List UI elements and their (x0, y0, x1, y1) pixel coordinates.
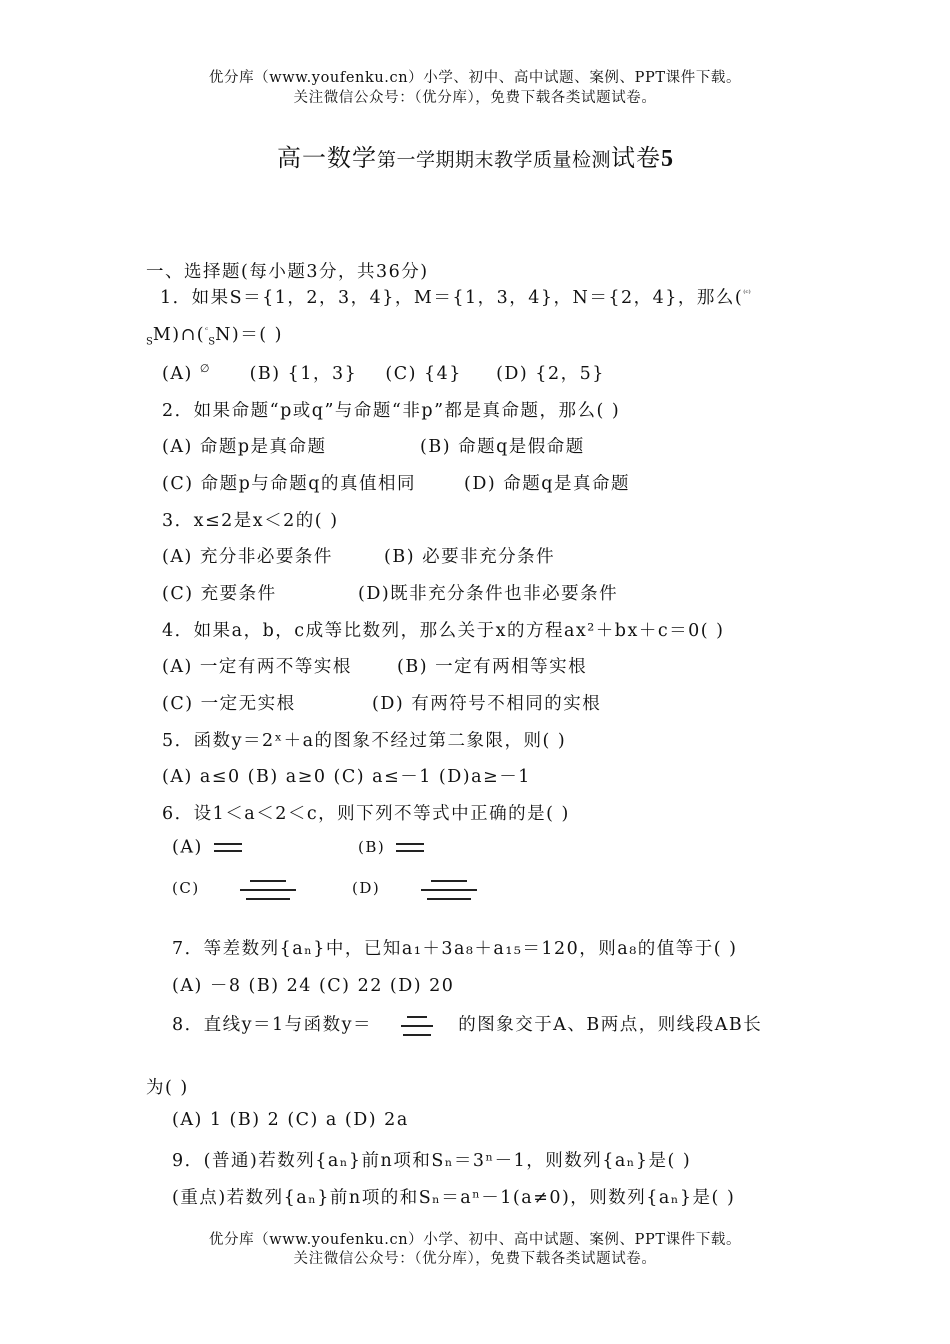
q6-option-c-label: (C) (172, 879, 200, 897)
section-heading: 一、选择题(每小题3分，共36分) (146, 262, 429, 282)
page-title (0, 138, 950, 173)
q1-text: 1．如果S＝{1，2，3，4}，M＝{1，3，4}，N＝{2，4}，那么( (160, 288, 744, 308)
q8-stem-cont: 为( ) (146, 1078, 189, 1098)
q8-stem (172, 1010, 762, 1040)
q2-option-c: (C) 命题p与命题q的真值相同 (162, 474, 417, 494)
q5-stem: 5．函数y＝2ˣ＋a的图象不经过第二象限，则( ) (162, 731, 567, 751)
q2-stem: 2．如果命题“p或q”与命题“非p”都是真命题，那么( ) (162, 401, 621, 421)
q4-option-b: (B) 一定有两相等实根 (397, 657, 588, 677)
q3-option-d: (D)既非充分条件也非必要条件 (358, 584, 619, 604)
empty-set-icon: ∅ (199, 362, 210, 376)
q7-options: (A) －8 (B) 24 (C) 22 (D) 20 (172, 976, 455, 996)
formula-image-a (210, 836, 246, 860)
q3-option-a: (A) 充分非必要条件 (162, 547, 333, 567)
q7-stem: 7．等差数列{aₙ}中，已知a₁＋3a₈＋a₁₅＝120，则a₈的值等于( ) (172, 939, 738, 959)
q3-option-c: (C) 充要条件 (162, 584, 277, 604)
formula-image-q8 (397, 1010, 437, 1040)
q9-stem-key: (重点)若数列{aₙ}前n项的和Sₙ＝aⁿ－1(a≠0)，则数列{aₙ}是( ) (172, 1188, 736, 1208)
formula-image-d (417, 874, 481, 904)
title-number: 5 (661, 146, 673, 172)
q4-option-d: (D) 有两符号不相同的实根 (372, 694, 602, 714)
complement-symbol: ⁽ᶜ⁾ (743, 289, 751, 300)
q4-option-c: (C) 一定无实根 (162, 694, 296, 714)
q6-option-d (352, 874, 481, 904)
q1-option-d: (D) {2，5} (496, 364, 605, 384)
q8-options: (A) 1 (B) 2 (C) a (D) 2a (172, 1110, 409, 1130)
complement-subscript: S (146, 336, 153, 348)
q2-option-b: (B) 命题q是假命题 (420, 437, 585, 457)
q5-options: (A) a≤0 (B) a≥0 (C) a≤－1 (D)a≥－1 (162, 767, 531, 787)
title-part-2: 第一学期期末教学质量检测 (376, 149, 611, 171)
q8-text-a: 8．直线y＝1与函数y＝ (172, 1015, 373, 1035)
header-line-1: 优分库（www.youfenku.cn）小学、初中、高中试题、案例、PPT课件下载。 (208, 70, 742, 86)
formula-image-b (392, 836, 428, 860)
q6-option-b-label: (B) (358, 838, 386, 856)
q6-option-a (172, 836, 246, 860)
title-part-1: 高一数学 (276, 144, 377, 172)
q1-option-c: (C) {4} (385, 364, 462, 384)
q2-option-a: (A) 命题p是真命题 (162, 437, 327, 457)
q1-option-a: (A) (162, 364, 200, 384)
footer-line-1: 优分库（www.youfenku.cn）小学、初中、高中试题、案例、PPT课件下载。 (208, 1232, 742, 1248)
header-line-2: 关注微信公众号：（优分库），免费下载各类试题试卷。 (293, 90, 657, 106)
q6-option-b (358, 836, 428, 860)
q1-stem (160, 284, 751, 309)
q4-option-a: (A) 一定有两不等实根 (162, 657, 352, 677)
q9-stem-normal: 9．(普通)若数列{aₙ}前n项和Sₙ＝3ⁿ－1，则数列{aₙ}是( ) (172, 1151, 692, 1171)
formula-image-c (236, 874, 300, 904)
q6-option-a-label: (A) (172, 837, 203, 858)
q6-stem: 6．设1＜a＜2＜c，则下列不等式中正确的是( ) (162, 804, 570, 824)
footer-line-2: 关注微信公众号：（优分库），免费下载各类试题试卷。 (293, 1251, 657, 1267)
q1-options (162, 360, 605, 385)
q2-option-d: (D) 命题q是真命题 (464, 474, 630, 494)
complement-symbol-2: ᶜ (205, 326, 209, 337)
q1-stem-cont: $_S$M)∩($^ᶜ_S$N)＝( ) (146, 325, 283, 348)
title-part-3: 试卷 (611, 144, 661, 172)
q6-option-c (172, 874, 300, 904)
q4-stem: 4．如果a，b，c成等比数列，那么关于x的方程ax²＋bx＋c＝0( ) (162, 621, 725, 641)
q6-option-d-label: (D) (352, 879, 381, 897)
q1-cont-text-2: N)＝( ) (215, 325, 283, 345)
q1-cont-text: M)∩( (152, 325, 206, 345)
q3-stem: 3．x≤2是x＜2的( ) (162, 511, 339, 531)
q3-option-b: (B) 必要非充分条件 (384, 547, 556, 567)
q8-text-b: 的图象交于A、B两点，则线段AB长 (458, 1015, 763, 1035)
q1-option-b: (B) {1，3} (249, 364, 358, 384)
